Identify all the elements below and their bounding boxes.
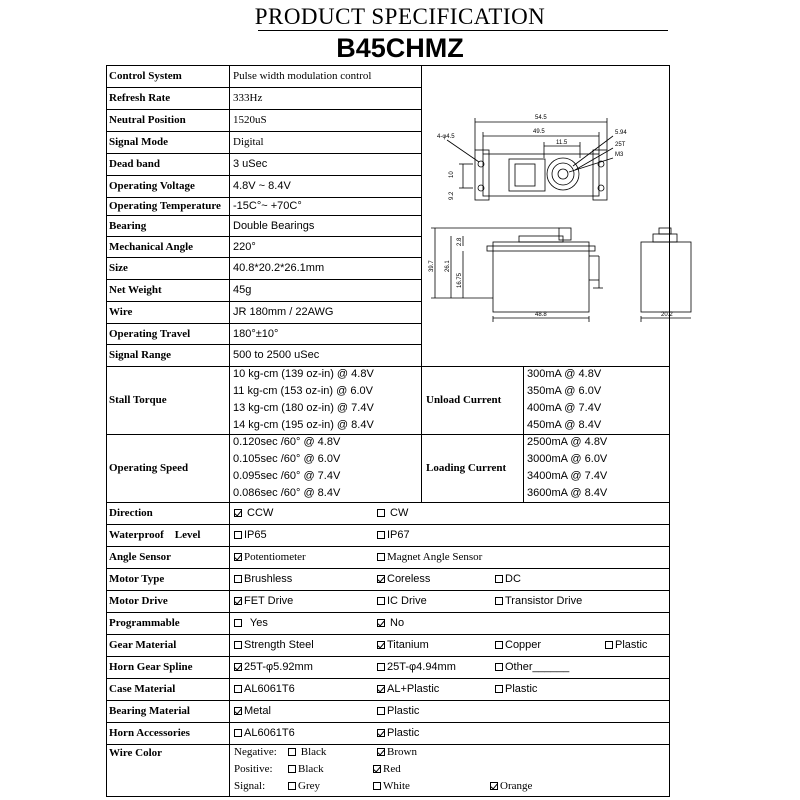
dimension-label: 48.8 bbox=[535, 312, 547, 318]
spec-label: Wire bbox=[109, 306, 133, 318]
spec-label: Neutral Position bbox=[109, 114, 186, 126]
operating-speed-right-line: 3600mA @ 8.4V bbox=[527, 487, 608, 499]
option-checkbox[interactable] bbox=[234, 551, 306, 563]
top-view-body bbox=[483, 154, 599, 196]
table-border bbox=[106, 87, 422, 88]
option-label: Motor Type bbox=[109, 573, 165, 585]
option-text: No bbox=[387, 617, 405, 629]
option-checkbox[interactable] bbox=[377, 727, 419, 739]
option-checkbox[interactable] bbox=[234, 661, 313, 673]
checkbox-icon[interactable] bbox=[288, 782, 296, 790]
operating-speed-line: 0.086sec /60° @ 8.4V bbox=[233, 487, 341, 499]
title-underline bbox=[258, 30, 668, 31]
checkbox-icon[interactable] bbox=[495, 597, 503, 605]
checkbox-icon[interactable] bbox=[377, 663, 385, 671]
option-text: White bbox=[383, 780, 410, 792]
operating-speed-line: 0.105sec /60° @ 6.0V bbox=[233, 453, 341, 465]
checkbox-icon[interactable] bbox=[373, 782, 381, 790]
checkbox-icon[interactable] bbox=[605, 641, 613, 649]
checkbox-icon[interactable] bbox=[377, 575, 385, 583]
end-view-cap bbox=[653, 234, 677, 242]
table-border bbox=[106, 722, 670, 723]
table-border bbox=[106, 546, 670, 547]
wire-checkbox[interactable] bbox=[288, 746, 326, 758]
table-border bbox=[669, 65, 670, 797]
checkbox-icon[interactable] bbox=[373, 765, 381, 773]
option-label: Programmable bbox=[109, 617, 180, 629]
dimension-label: 49.5 bbox=[533, 129, 545, 135]
spec-value: 4.8V ~ 8.4V bbox=[233, 180, 291, 192]
option-text: Black bbox=[298, 746, 327, 758]
option-text: Brown bbox=[387, 746, 417, 758]
table-border bbox=[106, 215, 422, 216]
wire-checkbox[interactable] bbox=[377, 746, 417, 758]
spec-value: 1520uS bbox=[233, 114, 267, 126]
option-label: Direction bbox=[109, 507, 153, 519]
operating-speed-right-line: 3400mA @ 7.4V bbox=[527, 470, 608, 482]
table-border bbox=[106, 634, 670, 635]
table-border bbox=[106, 301, 422, 302]
option-text: FET Drive bbox=[244, 595, 294, 607]
option-checkbox[interactable] bbox=[234, 727, 295, 739]
dimension-label: 39.7 bbox=[429, 260, 435, 272]
checkbox-icon[interactable] bbox=[377, 748, 385, 756]
spec-label: Size bbox=[109, 262, 128, 274]
top-view-spline bbox=[552, 163, 574, 185]
checkbox-icon[interactable] bbox=[490, 782, 498, 790]
spec-label: Operating Voltage bbox=[109, 180, 195, 192]
stall-torque-right-label: Unload Current bbox=[426, 394, 502, 406]
table-border bbox=[106, 678, 670, 679]
checkbox-icon[interactable] bbox=[234, 597, 242, 605]
option-text: Plastic bbox=[387, 705, 420, 717]
option-text: Plastic bbox=[505, 683, 538, 695]
spec-value: 333Hz bbox=[233, 92, 263, 104]
option-checkbox[interactable] bbox=[377, 661, 456, 673]
option-checkbox[interactable] bbox=[377, 551, 482, 563]
stall-torque-line: 10 kg-cm (139 oz-in) @ 4.8V bbox=[233, 368, 374, 380]
operating-speed-right-line: 3000mA @ 6.0V bbox=[527, 453, 608, 465]
checkbox-icon[interactable] bbox=[234, 641, 242, 649]
spec-value: 40.8*20.2*26.1mm bbox=[233, 262, 325, 274]
option-text: Brushless bbox=[244, 573, 293, 585]
option-text: IP67 bbox=[387, 529, 410, 541]
spec-value: 3 uSec bbox=[233, 158, 268, 170]
table-border bbox=[106, 175, 422, 176]
option-checkbox[interactable] bbox=[495, 683, 537, 695]
checkbox-icon[interactable] bbox=[377, 685, 385, 693]
stall-torque-right-line: 350mA @ 6.0V bbox=[527, 385, 602, 397]
checkbox-icon[interactable] bbox=[288, 748, 296, 756]
option-checkbox[interactable] bbox=[234, 639, 314, 651]
spec-label: Dead band bbox=[109, 158, 161, 170]
checkbox-icon[interactable] bbox=[377, 553, 385, 561]
checkbox-icon[interactable] bbox=[234, 575, 242, 583]
side-view-cap bbox=[519, 236, 563, 242]
option-text: Titanium bbox=[387, 639, 429, 651]
stall-torque-line: 11 kg-cm (153 oz-in) @ 6.0V bbox=[233, 385, 373, 397]
table-border bbox=[106, 656, 670, 657]
option-checkbox[interactable] bbox=[234, 705, 271, 717]
table-border bbox=[106, 344, 422, 345]
spec-value: 180°±10° bbox=[233, 327, 279, 340]
option-checkbox[interactable] bbox=[495, 661, 569, 673]
end-view-body bbox=[641, 242, 691, 312]
dimension-label: 5.94 bbox=[615, 130, 627, 136]
option-checkbox[interactable] bbox=[234, 507, 273, 519]
option-text: AL+Plastic bbox=[387, 683, 440, 695]
option-checkbox[interactable] bbox=[234, 529, 267, 541]
stall-torque-label: Stall Torque bbox=[109, 394, 167, 406]
checkbox-icon[interactable] bbox=[234, 509, 242, 517]
dimension-label: 54.5 bbox=[535, 115, 547, 121]
option-text: Grey bbox=[298, 780, 320, 792]
option-checkbox[interactable] bbox=[234, 595, 293, 607]
option-checkbox[interactable] bbox=[495, 573, 521, 585]
option-label: Horn Accessories bbox=[109, 727, 190, 739]
option-checkbox[interactable] bbox=[377, 595, 427, 607]
operating-speed-right-label: Loading Current bbox=[426, 462, 507, 474]
option-text: AL6061T6 bbox=[244, 727, 295, 739]
option-text: Metal bbox=[244, 705, 271, 717]
option-text: Red bbox=[383, 763, 401, 775]
wire-row-label: Negative: bbox=[234, 746, 277, 758]
stall-torque-line: 14 kg-cm (195 oz-in) @ 8.4V bbox=[233, 419, 374, 431]
model-number: B45CHMZ bbox=[336, 33, 464, 63]
option-text: Orange bbox=[500, 780, 533, 792]
option-text: IC Drive bbox=[387, 595, 427, 607]
spec-label: Control System bbox=[109, 70, 182, 82]
checkbox-icon[interactable] bbox=[495, 641, 503, 649]
dimension-label: 10 bbox=[449, 171, 455, 178]
side-view-body bbox=[493, 242, 589, 312]
spec-label: Signal Mode bbox=[109, 136, 168, 148]
option-label: Bearing Material bbox=[109, 705, 190, 717]
spec-label: Operating Temperature bbox=[109, 200, 221, 212]
top-view-inner bbox=[515, 164, 535, 186]
dimension-label: 11.5 bbox=[556, 140, 568, 146]
dimension-label: 2.8 bbox=[457, 237, 463, 246]
option-checkbox[interactable] bbox=[377, 529, 410, 541]
operating-speed-label: Operating Speed bbox=[109, 462, 189, 474]
table-border bbox=[106, 700, 670, 701]
checkbox-icon[interactable] bbox=[377, 619, 385, 627]
checkbox-icon[interactable] bbox=[377, 707, 385, 715]
spec-label: Operating Travel bbox=[109, 327, 191, 340]
option-text: Strength Steel bbox=[244, 639, 314, 651]
checkbox-icon[interactable] bbox=[234, 663, 242, 671]
dimension-label: 20.2 bbox=[661, 312, 673, 318]
table-border bbox=[106, 524, 670, 525]
option-text: AL6061T6 bbox=[244, 683, 295, 695]
checkbox-icon[interactable] bbox=[495, 575, 503, 583]
option-text: Yes bbox=[244, 617, 268, 629]
option-text: IP65 bbox=[244, 529, 267, 541]
spec-value: 500 to 2500 uSec bbox=[233, 349, 320, 361]
table-border bbox=[106, 197, 422, 198]
stall-torque-right-line: 400mA @ 7.4V bbox=[527, 402, 602, 414]
table-border bbox=[106, 131, 422, 132]
page-title: PRODUCT SPECIFICATION bbox=[254, 4, 546, 29]
table-border bbox=[106, 744, 670, 745]
dimension-label: 25T bbox=[615, 142, 626, 148]
option-text: Transistor Drive bbox=[505, 595, 583, 607]
table-border bbox=[106, 236, 422, 237]
table-border bbox=[106, 279, 422, 280]
dimension-labels bbox=[429, 115, 673, 318]
stall-torque-right-line: 450mA @ 8.4V bbox=[527, 419, 602, 431]
option-label: Angle Sensor bbox=[109, 551, 172, 563]
option-text: CCW bbox=[244, 507, 274, 519]
dimension-label: M3 bbox=[615, 152, 624, 158]
option-checkbox[interactable] bbox=[377, 705, 419, 717]
option-label: Waterproof Level bbox=[109, 529, 201, 541]
table-border bbox=[106, 568, 670, 569]
option-text: Magnet Angle Sensor bbox=[387, 551, 483, 563]
option-checkbox[interactable] bbox=[234, 573, 292, 585]
wire-row-label: Signal: bbox=[234, 780, 266, 792]
checkbox-icon[interactable] bbox=[234, 619, 242, 627]
option-text: Black bbox=[298, 763, 324, 775]
spec-value: -15C°~ +70C° bbox=[233, 200, 302, 212]
top-view-mount-right bbox=[593, 150, 607, 200]
operating-speed-right-line: 2500mA @ 4.8V bbox=[527, 436, 608, 448]
checkbox-icon[interactable] bbox=[234, 685, 242, 693]
spec-label: Refresh Rate bbox=[109, 92, 171, 104]
spec-label: Mechanical Angle bbox=[109, 240, 194, 253]
option-checkbox[interactable] bbox=[377, 639, 429, 651]
option-label: Motor Drive bbox=[109, 595, 168, 607]
table-border bbox=[106, 434, 670, 435]
dimension-label: 16.75 bbox=[457, 272, 463, 288]
side-view-flange bbox=[487, 246, 595, 251]
spec-value: 45g bbox=[233, 284, 252, 296]
option-text: DC bbox=[505, 573, 521, 585]
option-checkbox[interactable] bbox=[234, 617, 268, 629]
checkbox-icon[interactable] bbox=[234, 729, 242, 737]
table-border bbox=[106, 502, 670, 503]
spec-value: Digital bbox=[233, 136, 264, 148]
option-label: Case Material bbox=[109, 683, 176, 695]
option-text: Coreless bbox=[387, 573, 431, 585]
spec-value: 220° bbox=[233, 240, 256, 253]
checkbox-icon[interactable] bbox=[288, 765, 296, 773]
table-border bbox=[106, 366, 670, 367]
wire-checkbox[interactable] bbox=[288, 763, 324, 775]
servo-dimension-drawing bbox=[423, 66, 673, 364]
dimension-label: 9.2 bbox=[449, 191, 455, 200]
option-text: CW bbox=[387, 507, 409, 519]
wire-checkbox[interactable] bbox=[373, 780, 410, 792]
side-view-horn bbox=[559, 228, 571, 240]
spec-label: Signal Range bbox=[109, 349, 172, 361]
checkbox-icon[interactable] bbox=[377, 597, 385, 605]
table-border bbox=[106, 153, 422, 154]
operating-speed-line: 0.095sec /60° @ 7.4V bbox=[233, 470, 341, 482]
wire-color-label: Wire Color bbox=[109, 747, 163, 759]
top-view-mount-left bbox=[475, 150, 489, 200]
option-checkbox[interactable] bbox=[377, 507, 408, 519]
table-border bbox=[106, 590, 670, 591]
option-text: Copper bbox=[505, 639, 542, 651]
spec-value: Double Bearings bbox=[233, 219, 315, 232]
table-border bbox=[106, 323, 422, 324]
checkbox-icon[interactable] bbox=[495, 663, 503, 671]
checkbox-icon[interactable] bbox=[234, 553, 242, 561]
option-text: 25T-φ4.94mm bbox=[387, 661, 456, 673]
wire-checkbox[interactable] bbox=[288, 780, 320, 792]
dimension-label: 26.1 bbox=[445, 260, 451, 272]
wire-row-label: Positive: bbox=[234, 763, 273, 775]
option-checkbox[interactable] bbox=[605, 639, 647, 651]
checkbox-icon[interactable] bbox=[377, 509, 385, 517]
option-text: Plastic bbox=[387, 727, 420, 739]
table-border bbox=[106, 796, 670, 797]
dimension-label: 4-φ4.5 bbox=[437, 134, 455, 140]
table-border bbox=[106, 612, 670, 613]
checkbox-icon[interactable] bbox=[377, 531, 385, 539]
option-checkbox[interactable] bbox=[377, 683, 439, 695]
table-border bbox=[106, 109, 422, 110]
wire-checkbox[interactable] bbox=[373, 763, 401, 775]
spec-label: Bearing bbox=[109, 219, 147, 232]
option-label: Gear Material bbox=[109, 639, 177, 651]
spec-label: Net Weight bbox=[109, 284, 162, 296]
stall-torque-line: 13 kg-cm (180 oz-in) @ 7.4V bbox=[233, 402, 374, 414]
option-text: Other______ bbox=[505, 661, 570, 673]
top-view-spline bbox=[558, 169, 568, 179]
checkbox-icon[interactable] bbox=[377, 641, 385, 649]
checkbox-icon[interactable] bbox=[495, 685, 503, 693]
option-checkbox[interactable] bbox=[377, 617, 404, 629]
spec-value: Pulse width modulation control bbox=[233, 70, 372, 82]
checkbox-icon[interactable] bbox=[234, 531, 242, 539]
option-text: 25T-φ5.92mm bbox=[244, 661, 313, 673]
checkbox-icon[interactable] bbox=[234, 707, 242, 715]
option-text: Plastic bbox=[615, 639, 648, 651]
option-label: Horn Gear Spline bbox=[109, 661, 193, 673]
option-text: Potentiometer bbox=[244, 551, 306, 563]
option-checkbox[interactable] bbox=[495, 639, 541, 651]
spec-value: JR 180mm / 22AWG bbox=[233, 306, 334, 318]
option-checkbox[interactable] bbox=[377, 573, 430, 585]
option-checkbox[interactable] bbox=[234, 683, 295, 695]
table-border bbox=[106, 257, 422, 258]
wire-checkbox[interactable] bbox=[490, 780, 532, 792]
checkbox-icon[interactable] bbox=[377, 729, 385, 737]
stall-torque-right-line: 300mA @ 4.8V bbox=[527, 368, 602, 380]
option-checkbox[interactable] bbox=[495, 595, 582, 607]
operating-speed-line: 0.120sec /60° @ 4.8V bbox=[233, 436, 341, 448]
